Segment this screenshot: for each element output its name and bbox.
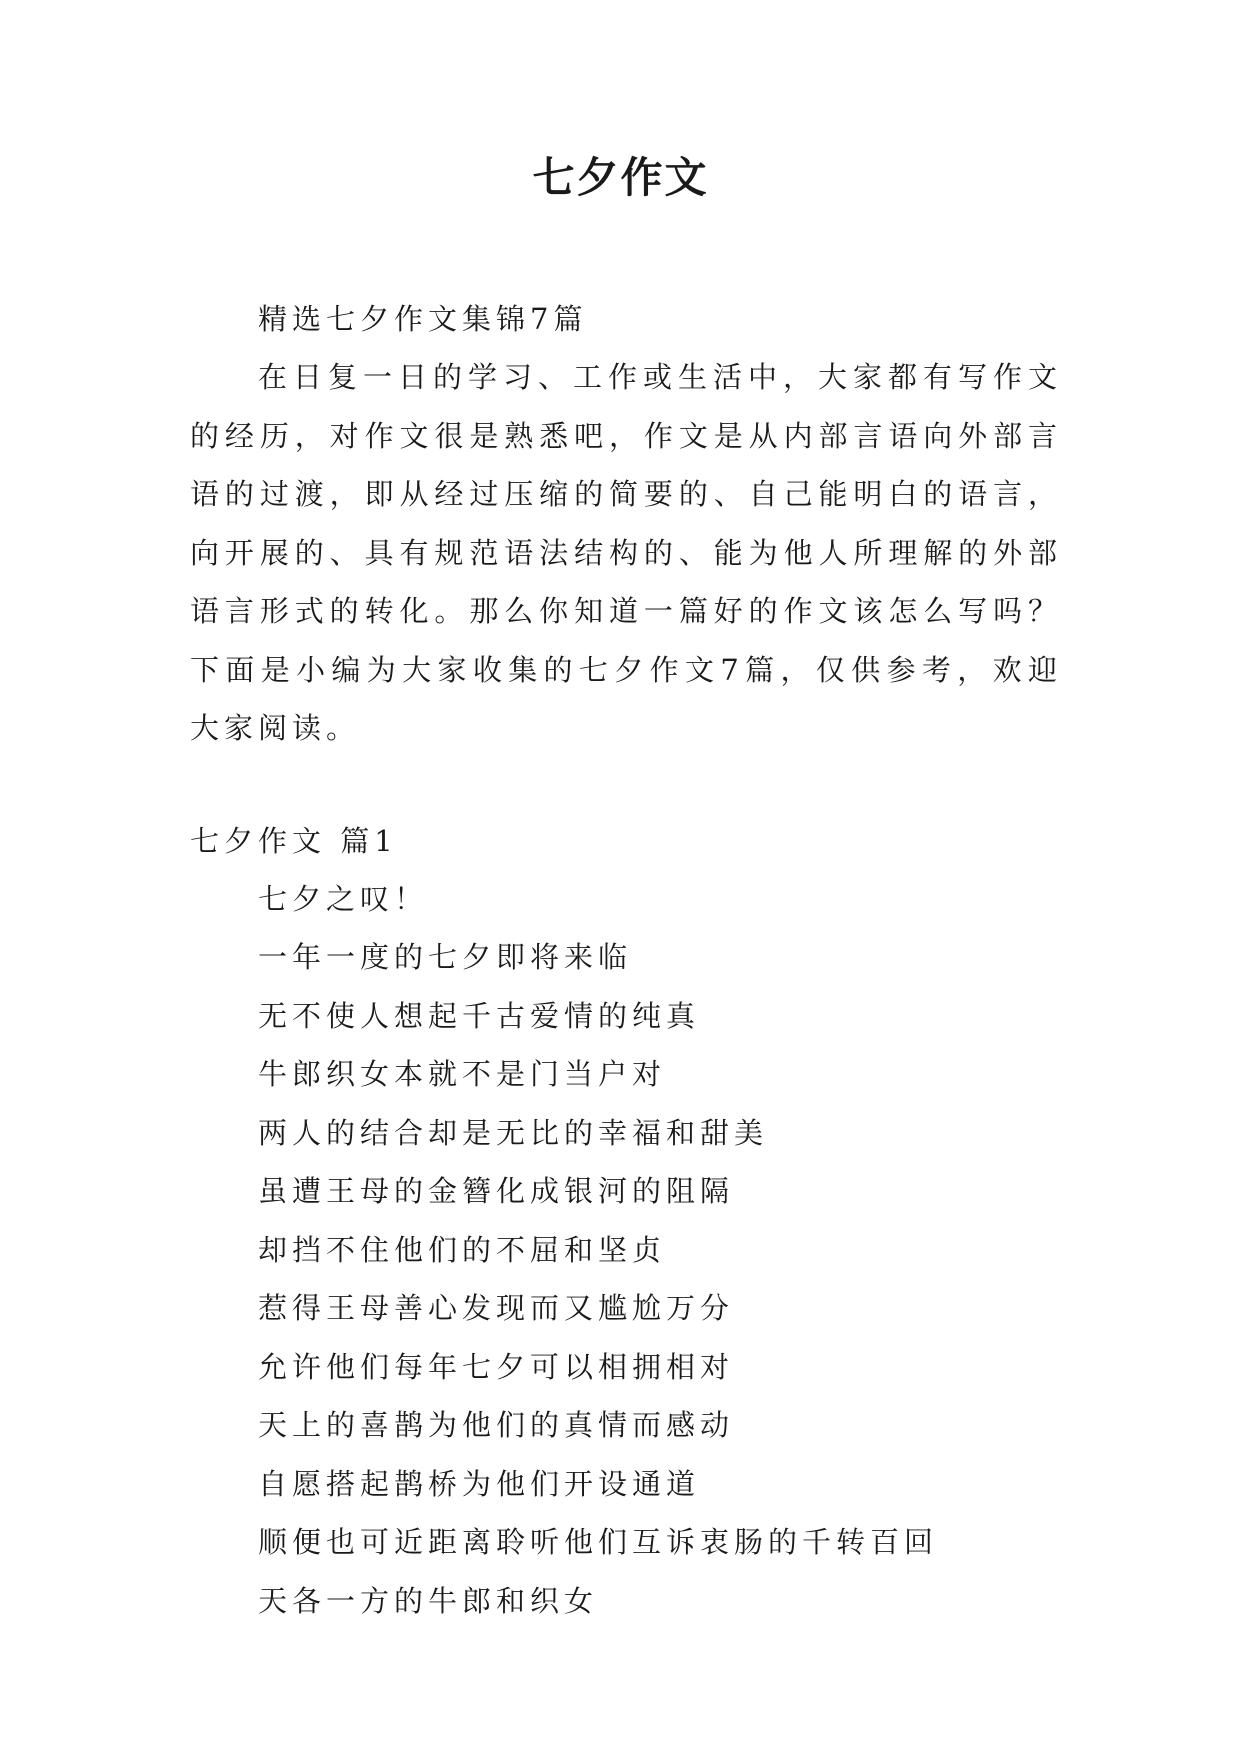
poem-line: 两人的结合却是无比的幸福和甜美 [258, 1115, 769, 1150]
section-heading: 七夕作文 篇1 [190, 823, 398, 858]
poem-line: 虽遭王母的金簪化成银河的阻隔 [258, 1174, 735, 1208]
document-title: 七夕作文 [532, 153, 709, 202]
poem-line: 牛郎织女本就不是门当户对 [258, 1057, 667, 1091]
poem-line: 顺便也可近距离聆听他们互诉衷肠的千转百回 [258, 1525, 939, 1559]
document-body [190, 290, 1062, 1630]
poem-line: 一年一度的七夕即将来临 [258, 940, 633, 974]
document-subtitle: 精选七夕作文集锦7篇 [258, 302, 588, 336]
poem-line: 天上的喜鹊为他们的真情而感动 [258, 1408, 735, 1442]
poem-line: 七夕之叹！ [258, 881, 429, 916]
poem-line: 却挡不住他们的不屈和坚贞 [258, 1232, 667, 1267]
poem-line: 无不使人想起千古爱情的纯真 [258, 998, 701, 1033]
poem [190, 870, 1062, 1631]
intro-paragraph: 在日复一日的学习、工作或生活中，大家都有写作文的经历，对作文很是熟悉吧，作文是从内部言语向外部言语的过渡，即从经过压缩的简要的、自己能明白的语言，向开展的、具有规范语法结构的、能为他人所理解的外部语言形式的转化。那么你知道一篇好的作文该怎么写吗？下面是小编为大家收集的七夕作文7篇，仅供参考，欢迎大家阅读。 [190, 360, 1062, 745]
poem-line: 自愿搭起鹊桥为他们开设通道 [258, 1466, 701, 1501]
poem-line: 允许他们每年七夕可以相拥相对 [258, 1349, 735, 1384]
poem-line: 惹得王母善心发现而又尴尬万分 [258, 1291, 735, 1325]
poem-line: 天各一方的牛郎和织女 [258, 1583, 599, 1618]
